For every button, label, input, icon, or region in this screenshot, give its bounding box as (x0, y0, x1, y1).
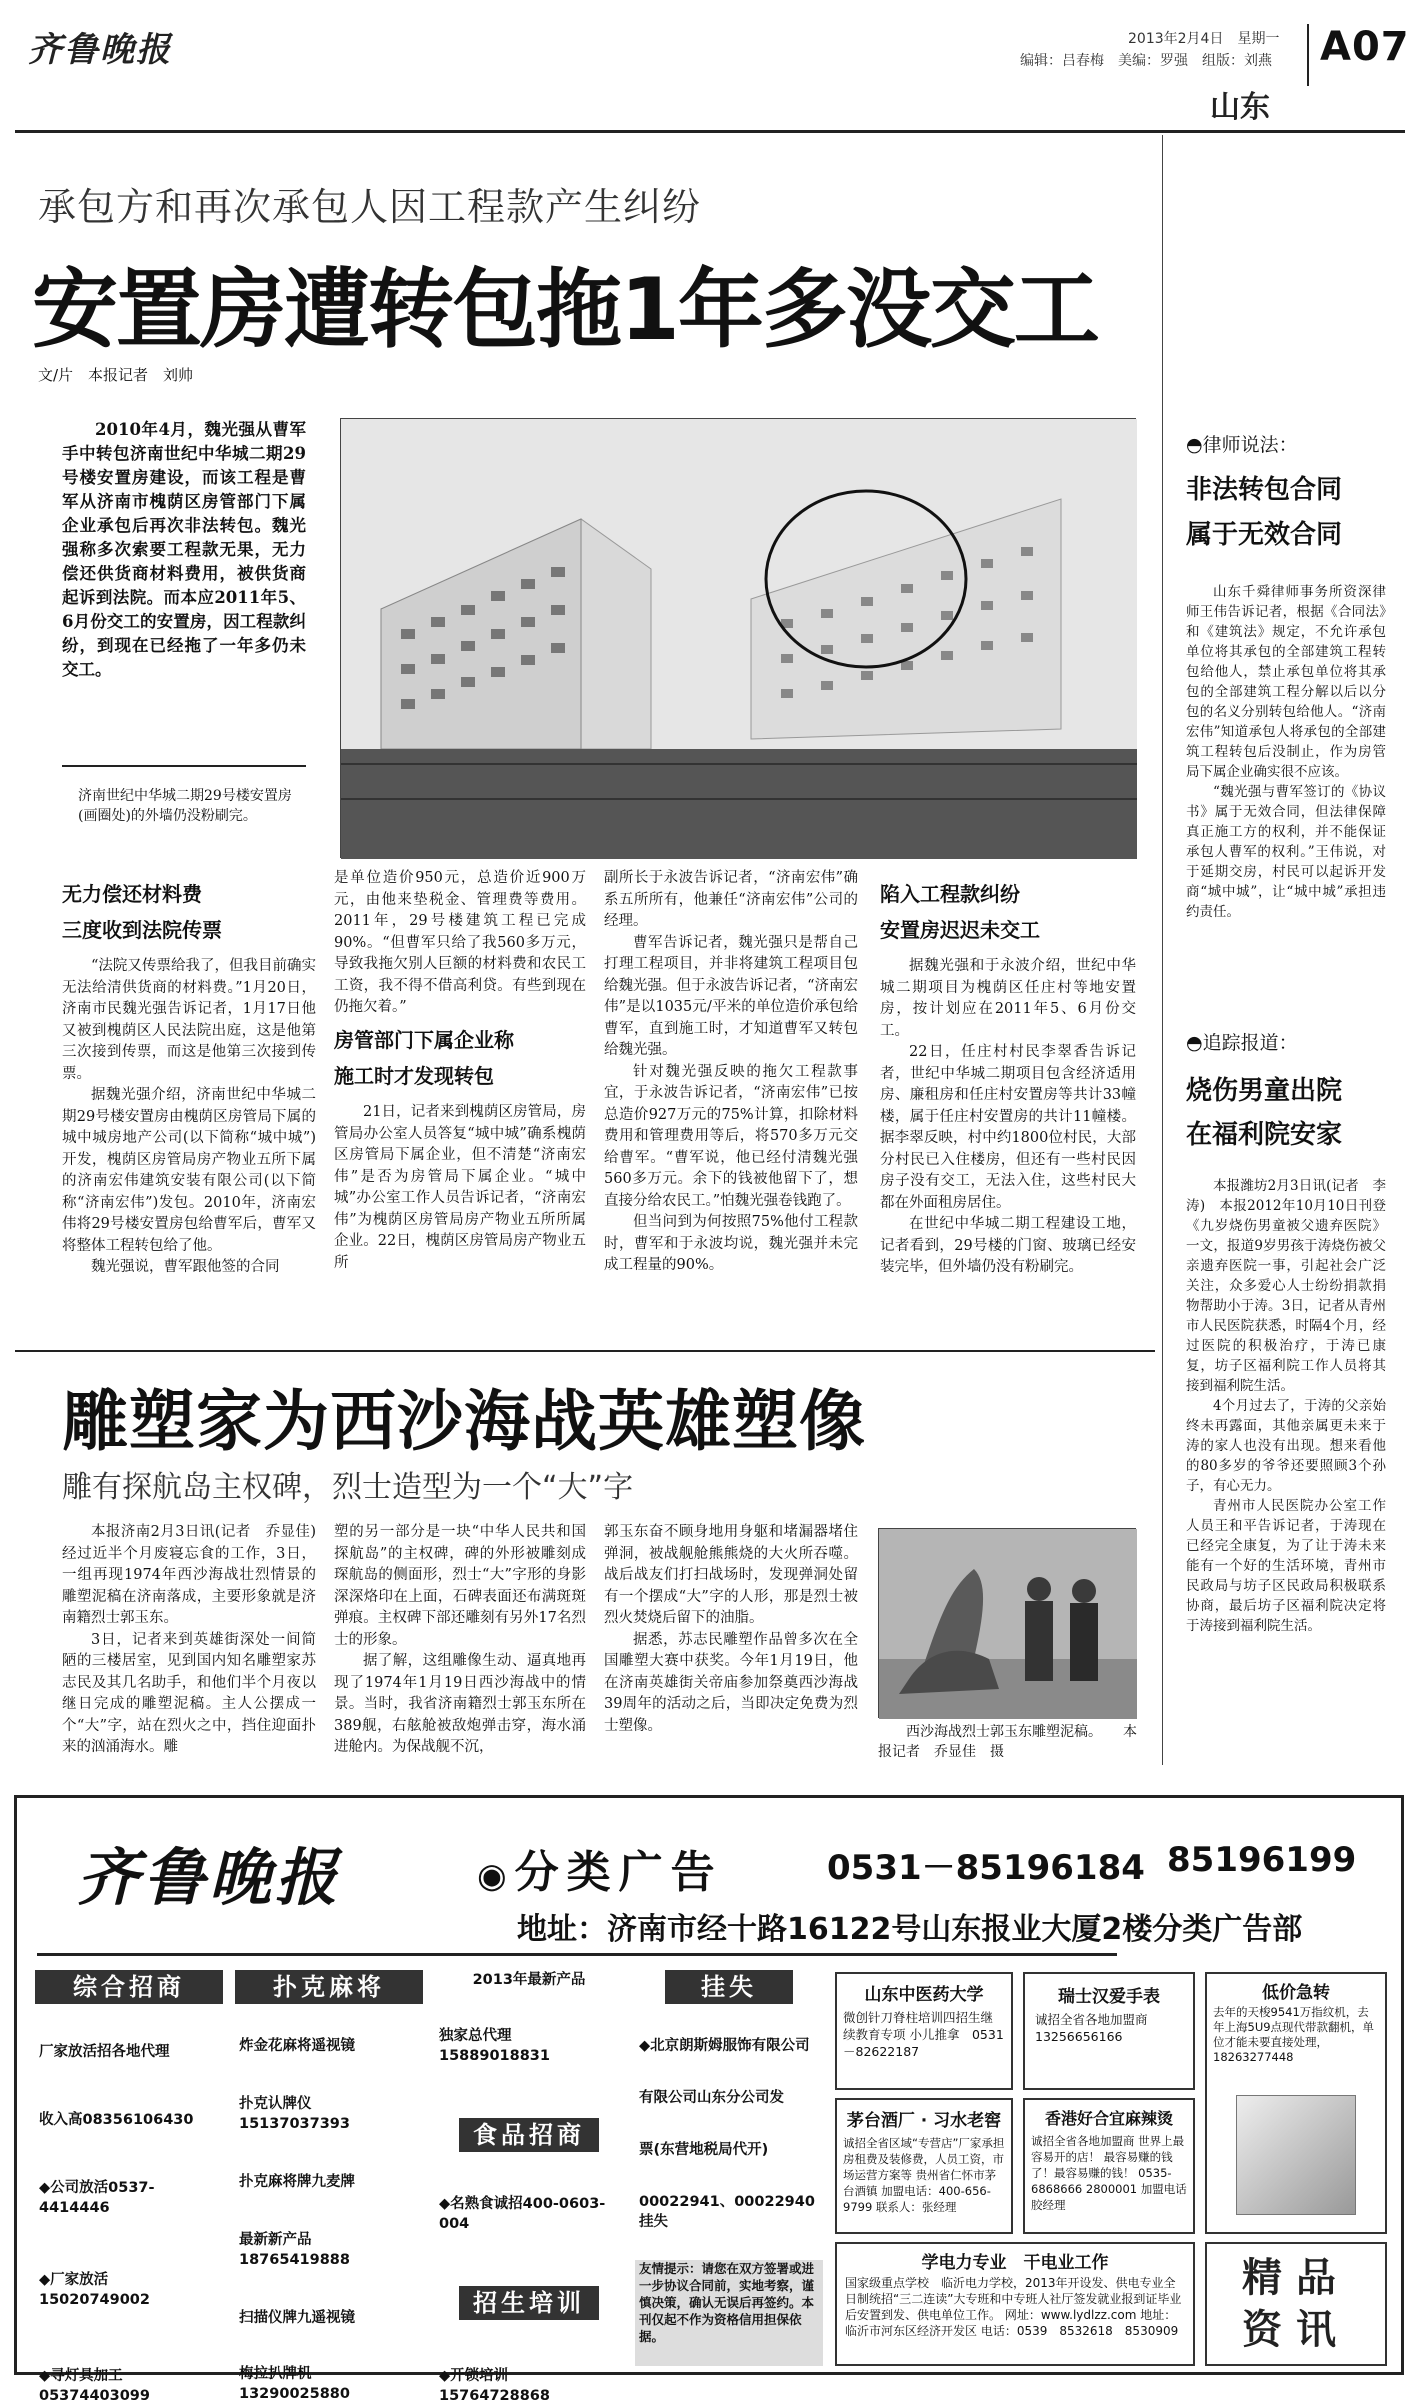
article2-paragraph: 3日，记者来到英雄街深处一间简陋的三楼居室，见到国内知名雕塑家苏志民及其几名助手，和他们半个月夜以继日完成的雕塑泥稿。主人公摆成一个“大”字，站在烈火之中，挡住迎面扑来的汹涌海水。雕 (62, 1631, 316, 1755)
lens-icon: ◉ (477, 1856, 515, 1896)
ad-col-1-item: ◆厂家放活15020749002 (39, 2272, 150, 2308)
ad-col-1 (35, 1970, 223, 2406)
ad-col-1-item: 收入高08356106430 (39, 2112, 194, 2128)
ad-col-2-item: 扑克认牌仪15137037393 (239, 2096, 350, 2132)
article2-headline: 雕塑家为西沙海战英雄塑像 (62, 1383, 866, 1460)
ad-col-4-note: 友情提示：请您在双方签署或进一步协议合同前，实地考察，谨慎决策，确认无误后再签约。本刊仅起不作为资格信用担保依据。 (635, 2260, 823, 2366)
ad-col-2-item: 扫描仪牌九遥视镜 (239, 2310, 355, 2326)
col2-paragraph: 是单位造价950元，总造价近900万元，由他来垫税金、管理费等费用。2011年，29号楼建筑工程已完成90%。“但曹军只给了我560多万元，导致我拖欠别人巨额的材料费和农民工工资，我不得不借高利贷。有些到现在仍拖欠着。” (334, 870, 586, 1015)
weekday-text: 星期一 (1237, 31, 1280, 47)
ads-logo: 齐鲁晚报 (77, 1841, 342, 1914)
ad-col-3-heading: 2013年最新产品 (472, 1972, 586, 1988)
page-number: A07 (1320, 24, 1410, 70)
ad-box-school (835, 2242, 1195, 2366)
col1-paragraph: 据魏光强介绍，济南世纪中华城二期29号楼安置房由槐荫区房管局下属的城中城房地产公司(以下简称“城中城”)开发，槐荫区房管局房产物业五所下属的济南宏伟建筑安装有限公司(以下简称“济南宏伟”)发包。2010年，济南宏伟将29号楼安置房包给曹军后，曹军又将整体工程转包给了他。 (62, 1087, 316, 1254)
col1-subhead2: 三度收到法院传票 (62, 918, 222, 942)
col3-paragraph: 但当问到为何按照75%他付工程款时，曹军和于永波均说，魏光强并未完成工程量的90%。 (604, 1214, 858, 1273)
ad-col-3-item: ◆名熟食诚招400-0603-004 (439, 2196, 606, 2232)
col4-paragraph: 22日，任庄村村民李翠香告诉记者，世纪中华城二期项目包含经济适用房、廉租房和任庄村安置房等共计33幢楼，属于任庄村安置房的共计11幢楼。据李翠反映，村中约1800位村民，大部分村民已入住楼房，但还有一些村民因房子没有交工，无法入住，这些村民大都在外面租房居住。 (880, 1044, 1136, 1211)
half-circle-icon: ◓ (1186, 1032, 1203, 1054)
ad-box-sale (1205, 1972, 1387, 2234)
sculpture-caption: 西沙海战烈士郭玉东雕塑泥稿。 本报记者 乔显佳 摄 (878, 1724, 1137, 1760)
ad-col-3-item: 独家总代理15889018831 (439, 2028, 550, 2064)
lawyer-paragraph: “魏光强与曹军签订的《协议书》属于无效合同，但法律保障真正施工方的权利，并不能保证承包人曹军的权利。”王伟说，对于延期交房，村民可以起诉开发商“城中城”，让“城中城”承担违约责任。 (1186, 784, 1386, 920)
article1-col2 (334, 868, 586, 1271)
section-label: 山东 (1210, 90, 1270, 125)
col2-paragraph: 21日，记者来到槐荫区房管局，房管局办公室人员答复“城中城”确系槐荫区房管局下属企业，但不清楚“济南宏伟”是否为房管局下属企业。“城中城”办公室工作人员告诉记者，“济南宏伟”为槐荫区房管局房产物业五所所属企业。22日，槐荫区房管局房产物业五所 (334, 1104, 586, 1271)
ad-box-watch (1023, 1972, 1195, 2090)
ad-box-text: 国家级重点学校 临沂电力学校，2013年开设发、供电专业全日制统招“三二连读”大专班和中专班人社厅签发就业报到证毕业后安置到发、供电单位工作。 网址：www.lydlzz.com 地址：临沂市河东区经济开发区 电话：0539 8532618 8530909 (845, 2276, 1182, 2338)
ad-box-text: 诚招全省各地加盟商 世界上最容易开的店！ 最容易赚的钱了！最容易赚的钱！ 0535-6868666 2800001 加盟电话 胶经理 (1031, 2134, 1187, 2212)
article1-col1 (62, 876, 316, 1276)
followup-tag (1186, 1030, 1386, 1056)
followup-paragraph: 本报潍坊2月3日讯(记者 李涛) 本报2012年10月10日刊登《九岁烧伤男童被父遗弃医院》一文，报道9岁男孩于涛烧伤被父亲遗弃医院一事，引起社会广泛关注，众多爱心人士纷纷捐款捐物帮助小于涛。3日，记者从青州市人民医院获悉，时隔4个月，经过医院的积极治疗，于涛已康复，坊子区福利院工作人员将其接到福利院生活。 (1186, 1178, 1386, 1394)
article2-paragraph: 据了解，这组雕像生动、逼真地再现了1974年1月19日西沙海战中的情景。当时，我省济南籍烈士郭玉东所在389舰，右舷舱被敌炮弹击穿，海水涌进舱内。为保战舰不沉， (334, 1653, 586, 1755)
col4-paragraph: 在世纪中华城二期工程建设工地，记者看到，29号楼的门窗、玻璃已经安装完毕，但外墙仍没有粉刷完。 (880, 1216, 1136, 1275)
ad-box-text: 去年的天梭9541万指纹机，去年上海5U9点现代带款翻机，单位才能未要直接处理，18263277448 (1213, 2005, 1375, 2064)
ad-col-2-item: 炸金花麻将遥视镜 (239, 2038, 355, 2054)
col2-subhead1: 房管部门下属企业称 (334, 1028, 514, 1052)
masthead-rule (15, 130, 1405, 133)
ads-address: 地址：济南市经十路16122号山东报业大厦2楼分类广告部 (517, 1912, 1303, 1947)
ad-col-2-item: 扑克麻将牌九麦牌 (239, 2174, 355, 2190)
ads-phone2: 85196199 (1167, 1840, 1357, 1880)
article2-col3 (604, 1522, 858, 1762)
col1-subhead1: 无力偿还材料费 (62, 882, 202, 906)
lawyer-paragraph: 山东千舜律师事务所资深律师王伟告诉记者，根据《合同法》和《建筑法》规定，不允许承包单位将其承包的全部建筑工程转包给他人，禁止承包单位将其承包的全部建筑工程分解以后以分包的名义分别转包给他人。“济南宏伟”知道承包人将承包的全部建筑工程转包后没制止，作为房管局下属企业确实很不应该。 (1186, 584, 1386, 780)
ads-section (14, 1795, 1404, 2404)
ad-box-title: 茅台酒厂 · 习水老窖 (846, 2111, 1002, 2131)
article2-subhead: 雕有探航岛主权碑，烈士造型为一个“大”字 (62, 1470, 634, 1505)
col1-text (62, 956, 316, 1276)
ads-phone1: 0531－85196184 (827, 1848, 1145, 1888)
building-photo-graphic (341, 419, 1137, 859)
article2-col2 (334, 1522, 586, 1762)
col4-paragraph: 据魏光强和于永波介绍，世纪中华城二期项目为槐荫区任庄村等地安置房，按计划应在2011年5、6月份交工。 (880, 958, 1136, 1039)
followup-tag-text: 追踪报道： (1202, 1032, 1298, 1054)
article2-paragraph: 据悉，苏志民雕塑作品曾多次在全国雕塑大赛中获奖。今年1月19日，他在济南英雄街关帝庙参加祭奠西沙海战39周年的活动之后，当即决定免费为烈士塑像。 (604, 1631, 858, 1734)
col2-text (334, 868, 586, 1018)
ad-box-text: 微创针刀脊柱培训四招生继续教育专项 小儿推拿 0531－82622187 (843, 2010, 1004, 2059)
ad-col-4-title: 挂失 (665, 1970, 793, 2004)
editor-credits: 编辑：吕春梅 美编：罗强 组版：刘燕 (1020, 53, 1272, 69)
col4-subhead2: 安置房迟迟未交工 (880, 918, 1040, 942)
ad-col-4 (635, 1970, 823, 2366)
ad-box-jingpin (1205, 2242, 1387, 2366)
ads-label-text: 分类广告 (514, 1847, 723, 1898)
article1-bottom-rule (15, 1350, 1155, 1352)
masthead-divider (1307, 24, 1309, 86)
ad-col-3-title: 招生培训 (459, 2286, 599, 2320)
product-image (1236, 2095, 1356, 2215)
ad-col-1-item: 厂家放活招各地代理 (39, 2044, 170, 2060)
ad-col-4-item: 00022941、00022940挂失 (639, 2194, 815, 2230)
article1-kicker: 承包方和再次承包人因工程款产生纠纷 (38, 185, 702, 229)
article2-paragraph: 本报济南2月3日讯(记者 乔显佳) 经过近半个月废寝忘食的工作，3日，一组再现1974年西沙海战壮烈情景的雕塑泥稿在济南落成，主要形象就是济南籍烈士郭玉东。 (62, 1524, 331, 1626)
ad-col-3-item: ◆开锁培训15764728868 (439, 2368, 550, 2404)
ad-box-title: 瑞士汉爱手表 (1058, 1987, 1160, 2007)
lawyer-tag-text: 律师说法： (1202, 434, 1298, 456)
lawyer-title-b: 属于无效合同 (1186, 520, 1343, 550)
ad-box-title: 低价急转 (1262, 1983, 1330, 2003)
ad-col-1-item: ◆寻灯具加工05374403099 (39, 2368, 150, 2404)
building-photo (340, 418, 1136, 858)
ads-label (477, 1836, 723, 1900)
article1-byline: 文/片 本报记者 刘帅 (38, 366, 194, 384)
lawyer-text (1186, 582, 1386, 992)
sculpture-photo (878, 1528, 1136, 1718)
sidebar (1186, 432, 1386, 1796)
ad-col-3 (435, 1970, 623, 2406)
col4-subhead1: 陷入工程款纠纷 (880, 882, 1020, 906)
sidebar-divider (1162, 135, 1163, 1765)
ad-box-title: 学电力专业 干电业工作 (921, 2253, 1109, 2273)
lawyer-title-a: 非法转包合同 (1186, 475, 1343, 505)
newspaper-logo: 齐鲁晚报 (28, 30, 172, 70)
ad-col-4-item: 票(东营地税局代开) (639, 2142, 769, 2158)
followup-paragraph: 青州市人民医院办公室工作人员王和平告诉记者，于涛现在已经完全康复，为了让于涛未来能有一个好的生活环境，青州市民政局与坊子区民政局积极联系协商，最后坊子区福利院决定将于涛接到福利院生活。 (1186, 1498, 1386, 1634)
followup-title-b: 在福利院安家 (1186, 1120, 1343, 1150)
jingpin-text: 精品资讯 (1242, 2254, 1350, 2353)
ad-col-2-title: 扑克麻将 (235, 1970, 423, 2004)
ad-box-liquor (835, 2098, 1013, 2234)
ad-box-text: 诚招全省各地加盟商 13256656166 (1035, 2012, 1148, 2044)
col2-subhead2: 施工时才发现转包 (334, 1064, 494, 1088)
lead-paragraph: 2010年4月，魏光强从曹军手中转包济南世纪中华城二期29号楼安置房建设，而该工程是曹军从济南市槐荫区房管部门下属企业承包后再次非法转包。魏光强称多次索要工程款无果，无力偿还供货商材料费用，被供货商起诉到法院。而本应2011年5、6月份交工的安置房，因工程款纠纷，到现在已经拖了一年多仍未交工。 (62, 420, 306, 679)
article2-col1 (62, 1522, 331, 1762)
date-text: 2013年2月4日 (1128, 31, 1224, 47)
ad-box-title: 山东中医药大学 (864, 1985, 984, 2005)
sculpture-photo-graphic (879, 1529, 1137, 1719)
ad-box-hotpot (1023, 2098, 1195, 2234)
col3-paragraph: 针对魏光强反映的拖欠工程款事宜，于永波告诉记者，“济南宏伟”已按总造价927万元的75%计算，扣除材料费用和管理费用等后，将570多万元交给曹军。“曹军说，他已经付清魏光强560多万元。余下的钱被他留下了，想直接分给农民工。”怕魏光强卷钱跑了。 (604, 1063, 858, 1209)
col2-text-b (334, 1102, 586, 1271)
ad-col-1-item: ◆公司放活0537-4414446 (39, 2180, 155, 2216)
ad-col-4-item: 有限公司山东分公司发 (639, 2090, 784, 2106)
ad-col-2-item: 梅拉扒牌机13290025880 (239, 2366, 350, 2402)
article1-lead (62, 418, 306, 682)
ad-box-title: 香港好合宜麻辣烫 (1044, 2109, 1173, 2128)
col1-paragraph: 魏光强说，曹军跟他签的合同 (91, 1259, 280, 1275)
article1-col4 (880, 876, 1136, 1336)
issue-date (1128, 28, 1279, 48)
article2-paragraph: 塑的另一部分是一块“中华人民共和国探航岛”的主权碑，碑的外形被雕刻成琛航岛的侧面形，烈士“大”字形的身影深深烙印在上面，石碑表面还布满斑斑弹痕。主权碑下部还雕刻有另外17名烈士的形象。 (334, 1524, 586, 1648)
ad-col-2 (235, 1970, 423, 2404)
lawyer-tag (1186, 432, 1386, 458)
col1-paragraph: “法院又传票给我了，但我目前确实无法给清供货商的材料费。”1月20日，济南市民魏光强告诉记者，1月17日他又被到槐荫区人民法院出庭，这是他第三次接到传票，而这是他第三次接到传票。 (62, 958, 316, 1082)
ad-col-3-title: 食品招商 (459, 2118, 599, 2152)
col3-paragraph: 曹军告诉记者，魏光强只是帮自己打理工程项目，并非将建筑工程项目包给魏光强。但于永波告诉记者，“济南宏伟”是以1035元/平米的单位造价承包给曹军，直到施工时，才知道曹军又转包给魏光强。 (604, 934, 858, 1058)
ad-col-4-item: ◆北京朗斯姆服饰有限公司 (639, 2038, 810, 2054)
followup-text (1186, 1176, 1386, 1796)
ad-box-university (835, 1972, 1013, 2090)
col4-text (880, 956, 1136, 1336)
article1-headline: 安置房遭转包拖1年多没交工 (32, 260, 1098, 360)
article1-col3 (604, 868, 858, 1330)
lead-rule (62, 765, 306, 767)
half-circle-icon: ◓ (1186, 434, 1203, 456)
followup-title-a: 烧伤男童出院 (1186, 1076, 1343, 1106)
photo-caption: 济南世纪中华城二期29号楼安置房(画圈处)的外墙仍没粉刷完。 (78, 788, 292, 824)
ad-col-2-item: 最新新产品18765419888 (239, 2232, 350, 2268)
col3-text (604, 868, 858, 1330)
article2-paragraph: 郭玉东奋不顾身地用身躯和堵漏器堵住弹洞，被战舰舱熊熊烧的大火所吞噬。战后战友们打扫战场时，发现弹洞处留有一个摆成“大”字的人形，那是烈士被烈火焚烧后留下的油脂。 (604, 1524, 858, 1626)
ad-box-text: 诚招全省区域“专营店”厂家承担房租费及装修费，人员工资，市场运营方案等 贵州省仁怀市茅台酒镇 加盟电话：400-656-9799 联系人：张经理 (843, 2136, 1005, 2214)
col3-paragraph: 副所长于永波告诉记者，“济南宏伟”确系五所所有，他兼任“济南宏伟”公司的经理。 (604, 870, 858, 929)
ad-col-1-title: 综合招商 (35, 1970, 223, 2004)
followup-paragraph: 4个月过去了，于涛的父亲始终未再露面，其他亲属更未来于涛的家人也没有出现。想来看他的80多岁的爷爷还要照顾3个孙子，有心无力。 (1186, 1398, 1386, 1494)
